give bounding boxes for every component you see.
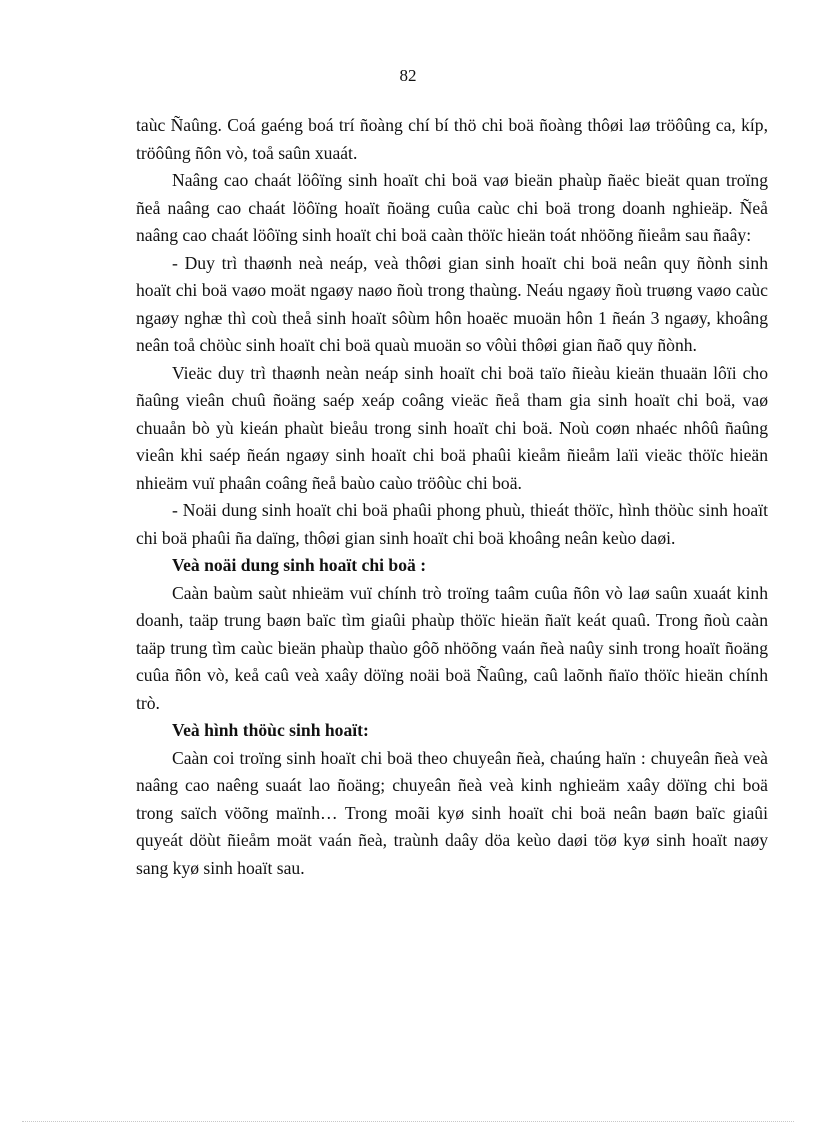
paragraph: taùc Ñaûng. Coá gaéng boá trí ñoàng chí bí thö chi boä ñoàng thôøi laø tröôûng ca, kíp, tröôûng ñôn vò, toå saûn xuaát. <box>136 115 768 163</box>
paragraph: Vieäc duy trì thaønh neàn neáp sinh hoaït chi boä taïo ñieàu kieän thuaän lôïi cho ñaûng vieân chuû ñoäng saép xeáp coâng vieäc ñeå tham gia sinh hoaït chi boä, vaø chuaån bò yù kieán phaùt bieåu trong sinh hoaït chi boä. Noù coøn nhaéc nhôû ñaûng vieân khi saép ñeán ngaøy sinh hoaït chi boä phaûi kieåm ñieåm laïi vieäc thöïc hieän nhieäm vuï phaân coâng ñeå baùo caùo tröôùc chi boä. <box>136 362 768 493</box>
section-heading: Veà noäi dung sinh hoaït chi boä : <box>172 555 427 575</box>
section-heading: Veà hình thöùc sinh hoaït: <box>172 720 369 740</box>
paragraph: - Noäi dung sinh hoaït chi boä phaûi phong phuù, thieát thöïc, hình thöùc sinh hoaït chi boä phaûi ña daïng, thôøi gian sinh hoaït chi boä khoâng neân keùo daøi. <box>136 500 768 548</box>
paragraph: Naâng cao chaát löôïng sinh hoaït chi boä vaø bieän phaùp ñaëc bieät quan troïng ñeå naâng cao chaát löôïng hoaït ñoäng cuûa caùc chi boä trong doanh nghieäp. Ñeå naâng cao chaát löôïng sinh hoaït chi boä caàn thöïc hieän toát nhöõng ñieåm sau ñaây: <box>136 170 768 245</box>
paragraph: - Duy trì thaønh neà neáp, veà thôøi gian sinh hoaït chi boä neân quy ñònh sinh hoaït chi boä vaøo moät ngaøy naøo ñoù trong thaùng. Neáu ngaøy ñoù truøng vaøo caùc ngaøy nghæ thì coù theå sinh hoaït sôùm hôn hoaëc muoän hôn 1 ñeán 3 ngaøy, khoâng neân toå chöùc sinh hoaït chi boä quaù muoän so vôùi thôøi gian ñaõ quy ñònh. <box>136 252 768 355</box>
page-bottom-divider <box>22 1121 794 1122</box>
page-number: 82 <box>399 66 417 85</box>
body-text <box>136 112 768 882</box>
paragraph: Caàn baùm saùt nhieäm vuï chính trò troïng taâm cuûa ñôn vò laø saûn xuaát kinh doanh, taäp trung baøn baïc tìm giaûi phaùp thöïc hieän ñaït keát quaû. Trong ñoù caàn taäp trung tìm caùc bieän phaùp thaùo gôõ nhöõng vaán ñeà naûy sinh trong hoaït ñoäng cuûa ñôn vò, keå caû veà xaây döïng noäi boä Ñaûng, caû laõnh ñaïo thöïc hieän chính trò. <box>136 582 768 713</box>
paragraph: Caàn coi troïng sinh hoaït chi boä theo chuyeân ñeà, chaúng haïn : chuyeân ñeà veà naâng cao naêng suaát lao ñoäng; chuyeân ñeà veà kinh nghieäm xaây döïng chi boä trong saïch vöõng maïnh… Trong moãi kyø sinh hoaït chi boä neân baøn baïc giaûi quyeát döùt ñieåm moät vaán ñeà, traùnh daây döa keùo daøi töø kyø sinh hoaït naøy sang kyø sinh hoaït sau. <box>136 747 768 878</box>
